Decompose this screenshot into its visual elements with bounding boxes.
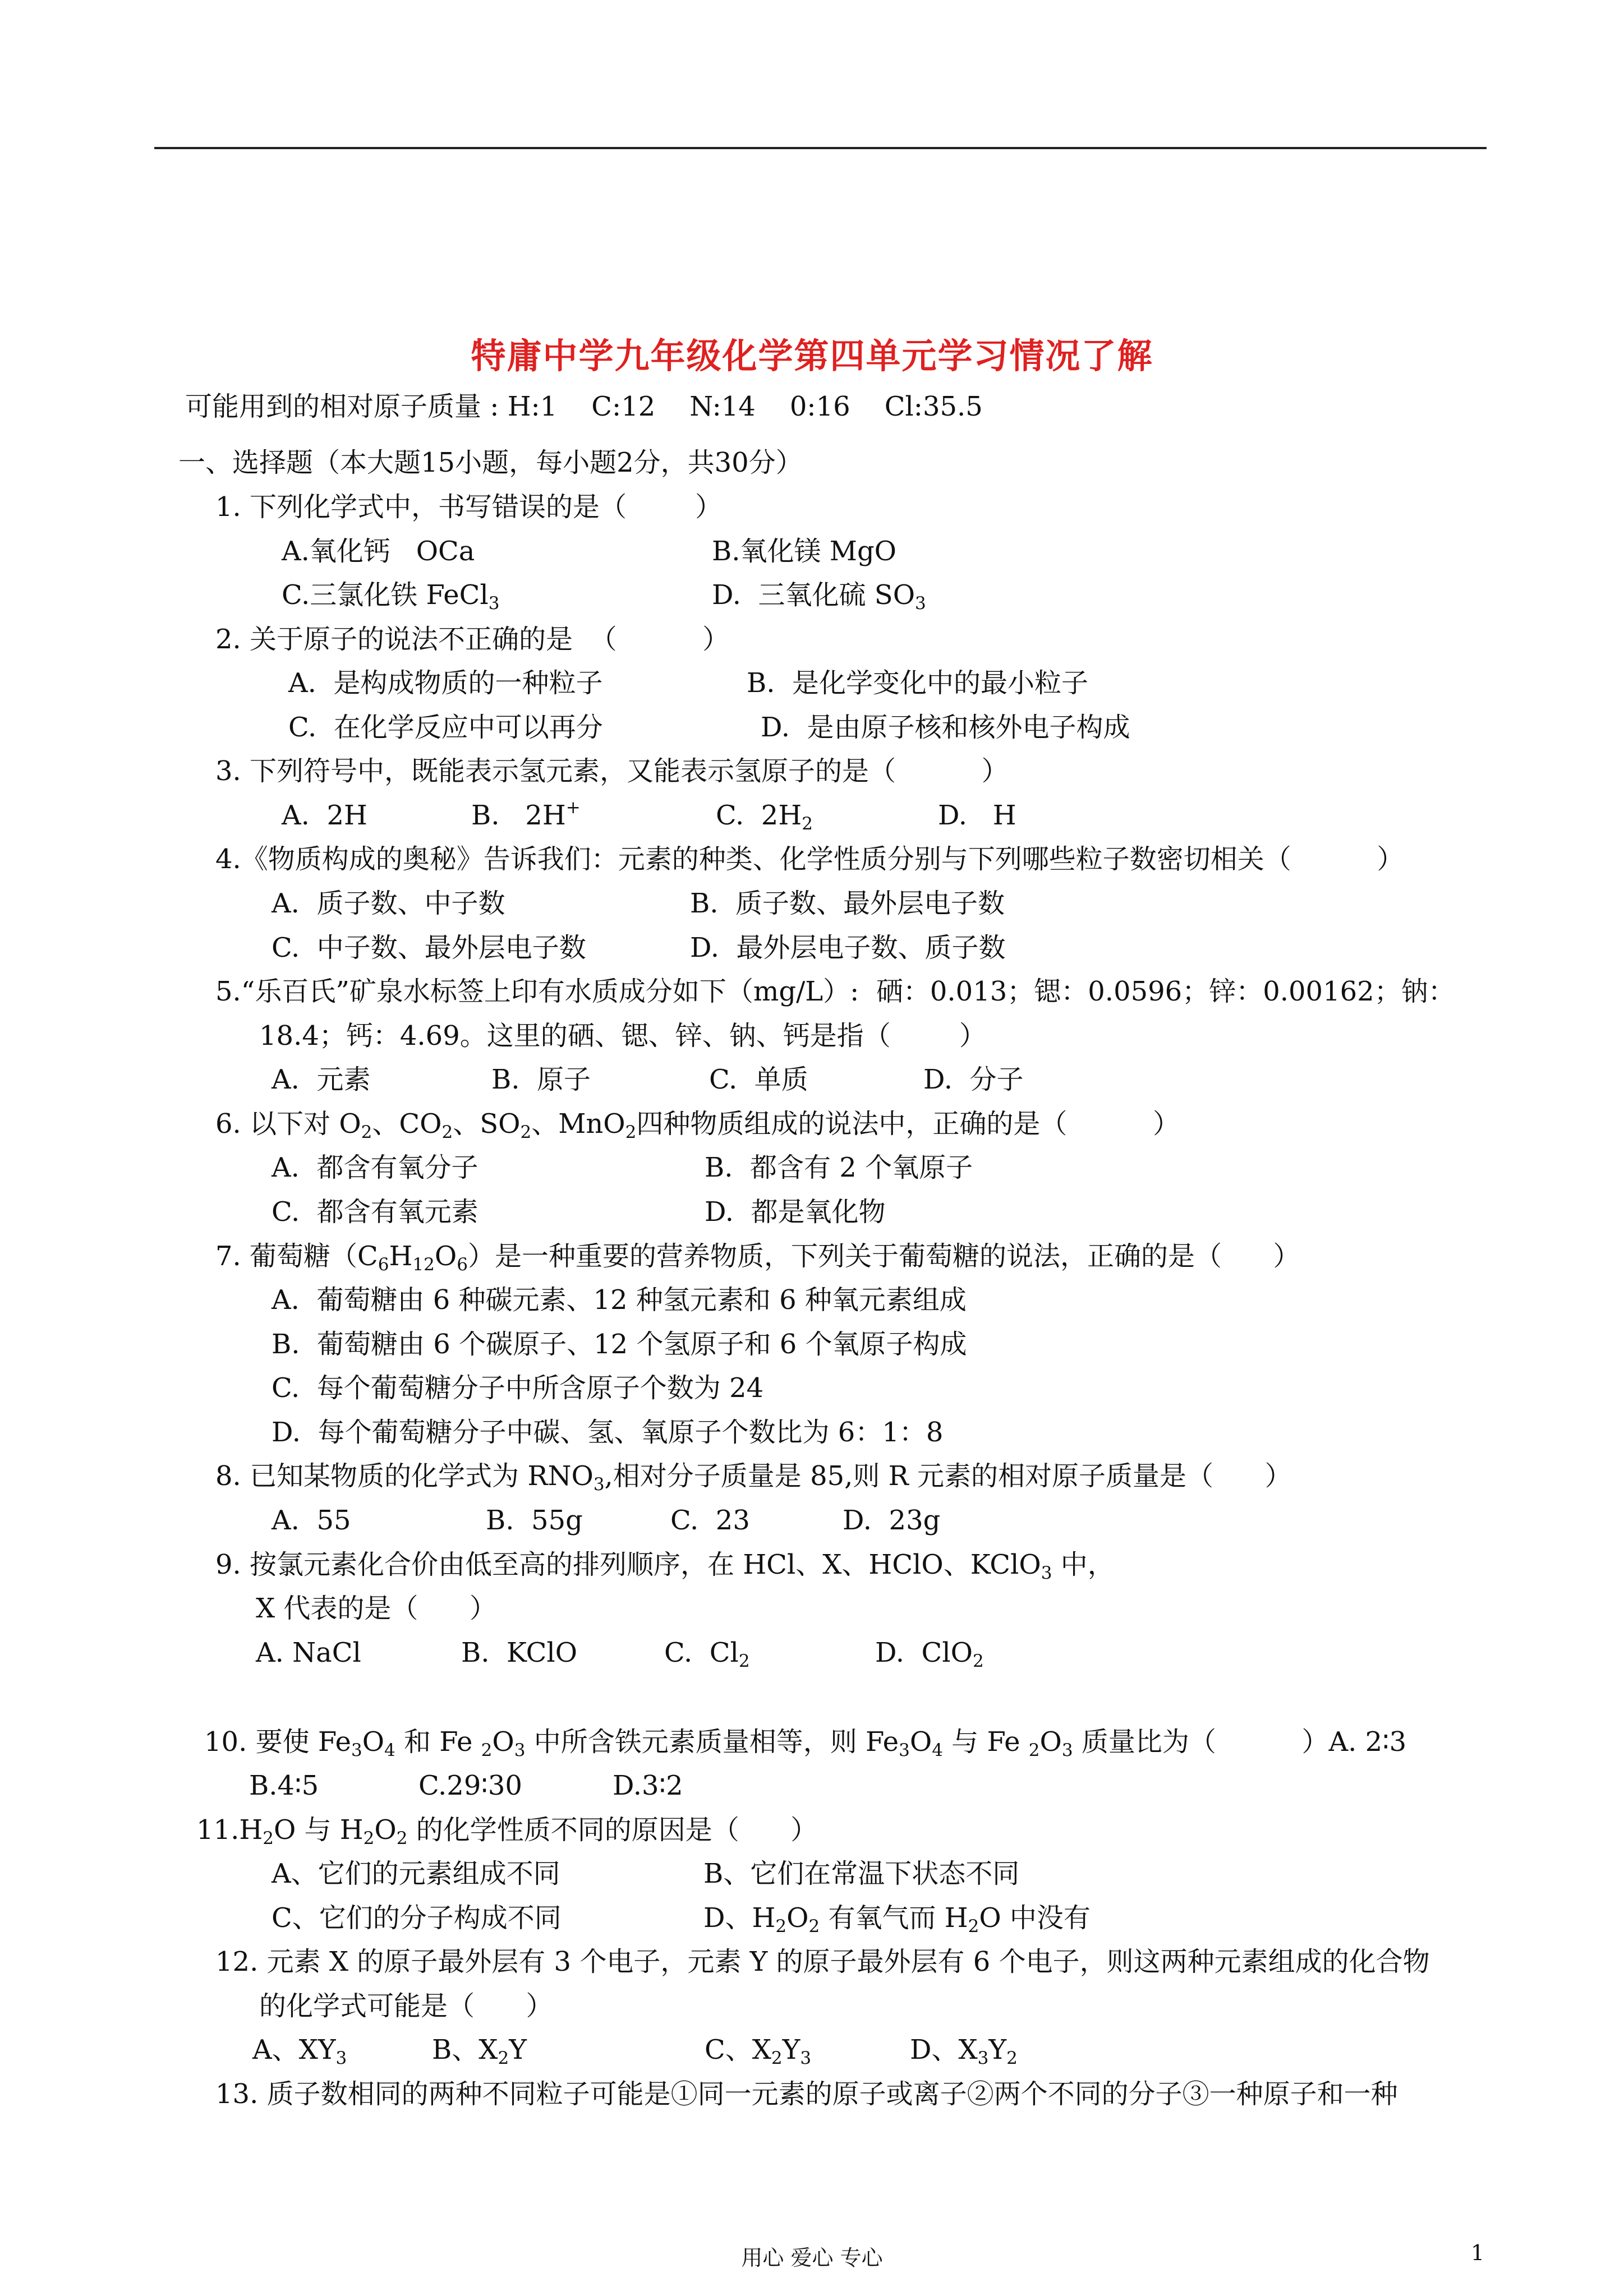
- q8-stem: 8. 已知某物质的化学式为 $RNO_3$,相对分子质量是 85,则 R 元素的相对原子质量是（ ）: [215, 1460, 1292, 1495]
- q2-option-d: D. 是由原子核和核外电子构成: [761, 712, 1130, 743]
- q1-option-a: A.氧化钙 OCa: [282, 536, 475, 567]
- q5-option-b: B. 原子: [491, 1064, 591, 1095]
- q8-option-d: D. 23g: [843, 1505, 941, 1536]
- q6-option-b: B. 都含有 2 个氧原子: [705, 1152, 973, 1183]
- q3-option-d: D. H: [938, 800, 1016, 831]
- q3-option-b: B. 2H+: [471, 797, 581, 831]
- q12-stem-line2: 的化学式可能是（ ）: [259, 1990, 553, 2022]
- q7-option-d: D. 每个葡萄糖分子中碳、氢、氧原子个数比为 6：1：8: [272, 1417, 944, 1448]
- q4-option-c: C. 中子数、最外层电子数: [272, 932, 586, 963]
- q7-option-a: A. 葡萄糖由 6 种碳元素、12 种氢元素和 6 种氧元素组成: [272, 1284, 967, 1316]
- q5-stem-line2: 18.4；钙：4.69。这里的硒、锶、锌、钠、钙是指（ ）: [259, 1020, 986, 1052]
- section-heading: 一、选择题（本大题15小题，每小题2分，共30分）: [178, 447, 803, 478]
- q11-option-d: D、$H_2O_2$ 有氧气而 $H_2O$ 中没有: [703, 1902, 1091, 1937]
- q3-stem: 3. 下列符号中，既能表示氢元素，又能表示氢原子的是（ ）: [215, 755, 1009, 787]
- q9-stem-line2: X 代表的是（ ）: [256, 1593, 496, 1624]
- q7-stem: 7. 葡萄糖$(C_6H_{12}O_6)$是一种重要的营养物质，下列关于葡萄糖的说法，正确的是（ ）: [215, 1241, 1300, 1275]
- q5-option-a: A. 元素: [272, 1064, 371, 1095]
- q12-option-b: B、$X_2Y$: [432, 2034, 527, 2068]
- q5-option-d: D. 分子: [923, 1064, 1024, 1095]
- q8-option-a: A. 55: [272, 1505, 351, 1536]
- q11-option-b: B、它们在常温下状态不同: [703, 1858, 1020, 1889]
- q11-option-c: C、它们的分子构成不同: [272, 1902, 562, 1934]
- q13-stem-line1: 13. 质子数相同的两种不同粒子可能是①同一元素的原子或离子②两个不同的分子③一种原子和一种: [215, 2078, 1398, 2110]
- q2-option-a: A. 是构成物质的一种粒子: [288, 667, 603, 699]
- page-title: 特庸中学九年级化学第四单元学习情况了解: [471, 335, 1153, 376]
- q1-option-c: C.三氯化铁 FeCl$_3$: [282, 579, 500, 614]
- q9-stem-line1: 9. 按氯元素化合价由低至高的排列顺序，在 HCl、X、HClO、KClO$_3$ 中，: [215, 1549, 1115, 1583]
- q7-option-b: B. 葡萄糖由 6 个碳原子、12 个氢原子和 6 个氧原子构成: [272, 1329, 967, 1360]
- q7-option-c: C. 每个葡萄糖分子中所含原子个数为 24: [272, 1372, 764, 1404]
- q10-option-b: B.4∶5: [249, 1770, 319, 1801]
- q5-stem-line1: 5.“乐百氏”矿泉水标签上印有水质成分如下（mg/L）: 硒：0.013；锶：0.0596；锌：0.00162；钠：: [215, 976, 1455, 1007]
- q8-option-b: B. 55g: [486, 1505, 583, 1536]
- q5-option-c: C. 单质: [709, 1064, 808, 1095]
- q1-option-b: B.氧化镁 MgO: [712, 536, 897, 567]
- q4-option-b: B. 质子数、最外层电子数: [690, 888, 1005, 919]
- q2-option-c: C. 在化学反应中可以再分: [288, 712, 603, 743]
- q4-option-d: D. 最外层电子数、质子数: [690, 932, 1006, 963]
- q6-option-a: A. 都含有氧分子: [272, 1152, 479, 1183]
- q10-option-c: C.29∶30: [418, 1770, 522, 1801]
- q12-option-d: D、$X_3Y_2$: [910, 2034, 1018, 2068]
- q6-option-c: C. 都含有氧元素: [272, 1196, 479, 1228]
- q9-option-a: A. NaCl: [256, 1637, 361, 1668]
- atomic-masses: 可能用到的相对原子质量 : H:1 C:12 N:14 0:16 Cl:35.5: [185, 391, 983, 422]
- q6-option-d: D. 都是氧化物: [705, 1196, 886, 1228]
- q10-stem: 10. 要使 $Fe_3O_4$ 和 Fe $_2O_3$ 中所含铁元素质量相等，则 $Fe_3O_4$ 与 Fe $_2O_3$ 质量比为（ ）A. 2∶3: [204, 1726, 1407, 1760]
- q10-option-d: D.3∶2: [613, 1770, 683, 1801]
- q9-option-c: C. $Cl_2$: [664, 1637, 750, 1671]
- q12-option-c: C、$X_2Y_3$: [705, 2034, 812, 2068]
- q2-option-b: B. 是化学变化中的最小粒子: [747, 667, 1089, 699]
- q3-option-c: C. $2H_2$: [716, 800, 813, 834]
- q4-stem: 4.《物质构成的奥秘》告诉我们：元素的种类、化学性质分别与下列哪些粒子数密切相关（ ）: [215, 843, 1404, 875]
- q9-option-b: B. KClO: [461, 1637, 578, 1668]
- q1-stem: 1. 下列化学式中，书写错误的是（ ）: [215, 491, 723, 523]
- q12-option-a: A、$XY_3$: [252, 2034, 347, 2068]
- q11-stem: $11.H_2O$ 与 $H_2O_2$ 的化学性质不同的原因是（ ）: [196, 1814, 818, 1848]
- q9-option-d: D. ClO$_2$: [875, 1637, 984, 1671]
- page-footer: 用心 爱心 专心: [741, 2246, 883, 2270]
- q4-option-a: A. 质子数、中子数: [272, 888, 505, 919]
- page-number: 1: [1471, 2240, 1485, 2265]
- header-rule: [154, 147, 1487, 149]
- q2-stem: 2. 关于原子的说法不正确的是 （ ）: [215, 624, 730, 655]
- q12-stem-line1: 12. 元素 X 的原子最外层有 3 个电子，元素 Y 的原子最外层有 6 个电子，则这两种元素组成的化合物: [215, 1946, 1430, 1977]
- q6-stem: 6. 以下对 $O_2$、$CO_2$、$SO_2$、MnO$_2$四种物质组成的说法中，正确的是（ ）: [215, 1108, 1180, 1142]
- q11-option-a: A、它们的元素组成不同: [272, 1858, 560, 1889]
- q8-option-c: C. 23: [670, 1505, 750, 1536]
- q1-option-d: D. 三氧化硫 $SO_3$: [712, 579, 926, 614]
- q3-option-a: A. 2H: [282, 800, 367, 831]
